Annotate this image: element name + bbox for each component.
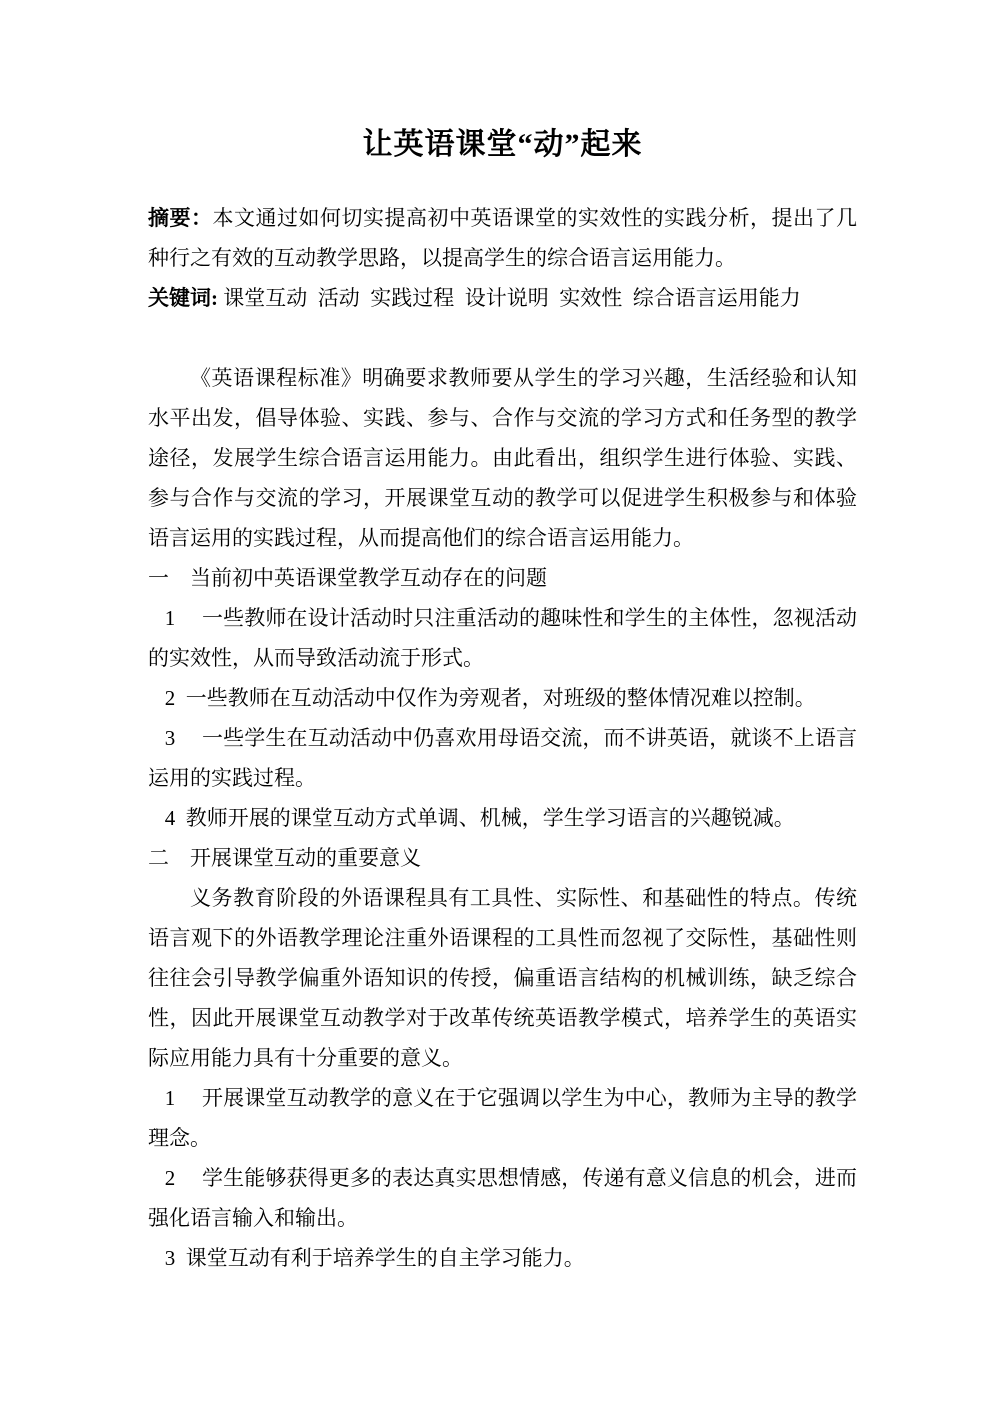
problem-item-1: 1 一些教师在设计活动时只注重活动的趣味性和学生的主体性，忽视活动的实效性，从而导致活动流于形式。 bbox=[148, 606, 857, 670]
intro-paragraph: 《英语课程标准》明确要求教师要从学生的学习兴趣，生活经验和认知水平出发，倡导体验、实践、参与、合作与交流的学习方式和任务型的教学途径，发展学生综合语言运用能力。由此看出，组织学生进行体验、实践、参与合作与交流的学习，开展课堂互动的教学可以促进学生积极参与和体验语言运用的实践过程，从而提高他们的综合语言运用能力。 bbox=[148, 366, 857, 550]
problem-item-3: 3 一些学生在互动活动中仍喜欢用母语交流，而不讲英语，就谈不上语言运用的实践过程。 bbox=[148, 726, 857, 790]
significance-item-3: 3 课堂互动有利于培养学生的自主学习能力。 bbox=[164, 1246, 585, 1270]
significance-item-2: 2 学生能够获得更多的表达真实思想情感，传递有意义信息的机会，进而强化语言输入和输出。 bbox=[148, 1166, 857, 1230]
keywords-text: 课堂互动 活动 实践过程 设计说明 实效性 综合语言运用能力 bbox=[218, 286, 801, 310]
keywords-paragraph bbox=[148, 278, 857, 318]
section-heading-significance: 二 开展课堂互动的重要意义 bbox=[148, 846, 421, 870]
document-body bbox=[148, 198, 857, 1278]
problem-item-2: 2 一些教师在互动活动中仅作为旁观者，对班级的整体情况难以控制。 bbox=[164, 686, 816, 710]
keywords-label: 关键词: bbox=[148, 286, 218, 310]
abstract-text: 本文通过如何切实提高初中英语课堂的实效性的实践分析，提出了几种行之有效的互动教学思路，以提高学生的综合语言运用能力。 bbox=[148, 206, 857, 270]
blank-line bbox=[148, 318, 857, 358]
abstract-label: 摘要： bbox=[148, 206, 213, 230]
page-title: 让英语课堂“动”起来 bbox=[362, 128, 643, 161]
abstract-paragraph bbox=[148, 198, 857, 278]
problem-item-4: 4 教师开展的课堂互动方式单调、机械，学生学习语言的兴趣锐减。 bbox=[164, 806, 795, 830]
section-heading-problems: 一 当前初中英语课堂教学互动存在的问题 bbox=[148, 566, 547, 590]
significance-paragraph: 义务教育阶段的外语课程具有工具性、实际性、和基础性的特点。传统语言观下的外语教学理论注重外语课程的工具性而忽视了交际性，基础性则往往会引导教学偏重外语知识的传授，偏重语言结构的机械训练，缺乏综合性，因此开展课堂互动教学对于改革传统英语教学模式，培养学生的英语实际应用能力具有十分重要的意义。 bbox=[148, 886, 857, 1070]
significance-item-1: 1 开展课堂互动教学的意义在于它强调以学生为中心，教师为主导的教学理念。 bbox=[148, 1086, 857, 1150]
